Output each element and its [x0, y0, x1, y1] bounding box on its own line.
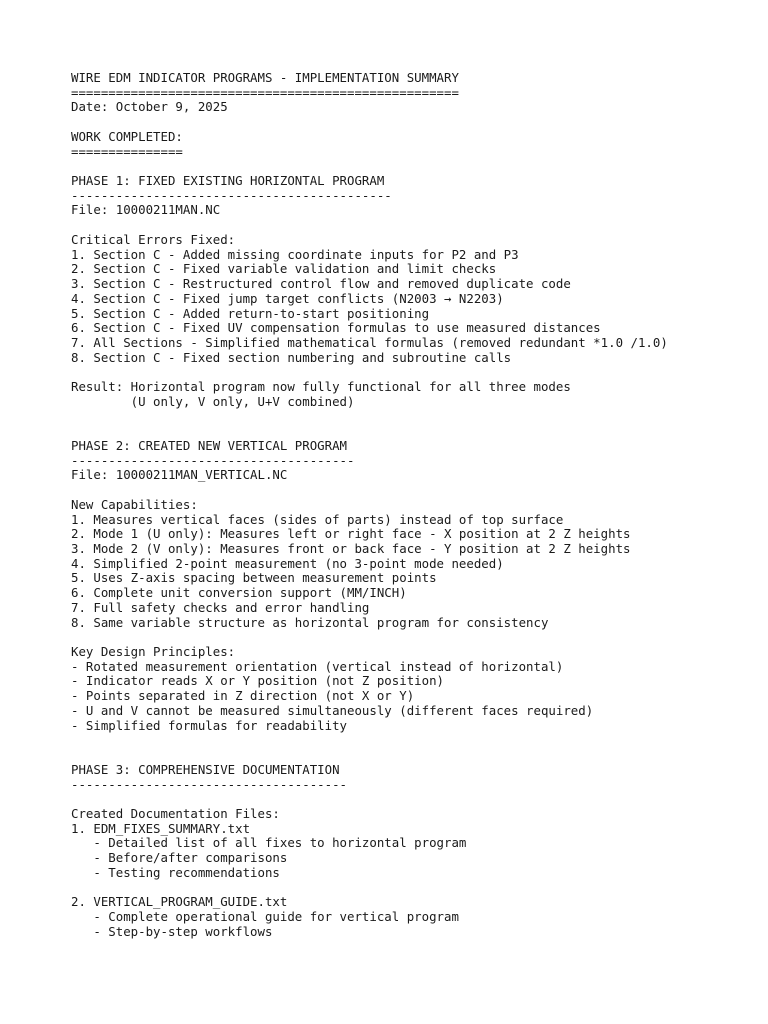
phase1-result-continued: (U only, V only, U+V combined)	[71, 393, 355, 409]
phase1-error-item: 8. Section C - Fixed section numbering and subroutine calls	[71, 349, 512, 365]
spacer	[71, 483, 761, 498]
phase3-file1-item: - Before/after comparisons	[71, 850, 288, 866]
phase2-file: File: 10000211MAN_VERTICAL.NC	[71, 467, 288, 483]
phase2-underline: --------------------------------------	[71, 452, 355, 468]
phase3-files-heading: Created Documentation Files:	[71, 805, 280, 821]
spacer	[71, 410, 761, 425]
spacer	[71, 748, 761, 763]
work-completed-heading: WORK COMPLETED:	[71, 128, 183, 144]
phase2-capability-item: 2. Mode 1 (U only): Measures left or right face - X position at 2 Z heights	[71, 526, 631, 542]
phase1-errors-heading: Critical Errors Fixed:	[71, 231, 236, 247]
phase2-capability-item: 8. Same variable structure as horizontal program for consistency	[71, 614, 549, 630]
phase1-result: Result: Horizontal program now fully functional for all three modes	[71, 379, 571, 395]
spacer	[71, 115, 761, 130]
phase1-error-item: 1. Section C - Added missing coordinate inputs for P2 and P3	[71, 246, 519, 262]
phase3-file2-item: - Complete operational guide for vertical program	[71, 908, 459, 924]
work-completed-underline: ===============	[71, 143, 183, 159]
spacer	[71, 159, 761, 174]
phase2-capability-item: 3. Mode 2 (V only): Measures front or back face - Y position at 2 Z heights	[71, 541, 631, 556]
spacer	[71, 792, 761, 807]
phase2-principle-item: - Points separated in Z direction (not X or Y)	[71, 688, 415, 704]
phase2-capability-item: 5. Uses Z-axis spacing between measurement points	[71, 570, 437, 586]
document-title: WIRE EDM INDICATOR PROGRAMS - IMPLEMENTATION SUMMARY	[71, 70, 459, 85]
document-date: Date: October 9, 2025	[71, 99, 228, 115]
title-underline: ====================================================	[71, 84, 459, 100]
phase3-file1-item: - Detailed list of all fixes to horizontal program	[71, 835, 467, 851]
phase2-principle-item: - Indicator reads X or Y position (not Z position)	[71, 673, 444, 689]
spacer	[71, 630, 761, 645]
phase1-error-item: 3. Section C - Restructured control flow and removed duplicate code	[71, 276, 571, 292]
phase2-capability-item: 6. Complete unit conversion support (MM/INCH)	[71, 585, 407, 601]
phase2-principle-item: - U and V cannot be measured simultaneously (different faces required)	[71, 702, 594, 718]
phase1-error-item: 5. Section C - Added return-to-start positioning	[71, 305, 430, 321]
spacer	[71, 881, 761, 896]
phase2-capability-item: 1. Measures vertical faces (sides of parts) instead of top surface	[71, 511, 564, 527]
phase2-principles-heading: Key Design Principles:	[71, 644, 236, 660]
phase2-capability-item: 7. Full safety checks and error handling	[71, 599, 370, 615]
phase1-error-item: 7. All Sections - Simplified mathematical formulas (removed redundant *1.0 /1.0)	[71, 334, 668, 350]
phase2-capability-item: 4. Simplified 2-point measurement (no 3-point mode needed)	[71, 555, 504, 571]
phase1-heading: PHASE 1: FIXED EXISTING HORIZONTAL PROGRAM	[71, 173, 385, 189]
phase1-underline: -------------------------------------------	[71, 187, 392, 203]
phase3-file1-name: 1. EDM_FIXES_SUMMARY.txt	[71, 820, 251, 836]
phase3-file2-name: 2. VERTICAL_PROGRAM_GUIDE.txt	[71, 894, 288, 910]
phase3-underline: -------------------------------------	[71, 776, 348, 792]
phase1-error-item: 6. Section C - Fixed UV compensation formulas to use measured distances	[71, 320, 601, 336]
phase2-principle-item: - Simplified formulas for readability	[71, 717, 348, 733]
phase2-heading: PHASE 2: CREATED NEW VERTICAL PROGRAM	[71, 437, 348, 453]
phase2-principle-item: - Rotated measurement orientation (vertical instead of horizontal)	[71, 658, 564, 674]
spacer	[71, 218, 761, 233]
document-page	[71, 71, 761, 939]
spacer	[71, 365, 761, 380]
phase1-error-item: 4. Section C - Fixed jump target conflicts (N2003 → N2203)	[71, 290, 504, 306]
phase1-file: File: 10000211MAN.NC	[71, 202, 221, 218]
phase3-file1-item: - Testing recommendations	[71, 864, 280, 880]
phase3-file2-item: - Step-by-step workflows	[71, 923, 273, 939]
phase1-error-item: 2. Section C - Fixed variable validation and limit checks	[71, 261, 497, 277]
phase2-capabilities-heading: New Capabilities:	[71, 496, 198, 512]
phase3-heading: PHASE 3: COMPREHENSIVE DOCUMENTATION	[71, 761, 340, 777]
spacer	[71, 424, 761, 439]
spacer	[71, 733, 761, 748]
